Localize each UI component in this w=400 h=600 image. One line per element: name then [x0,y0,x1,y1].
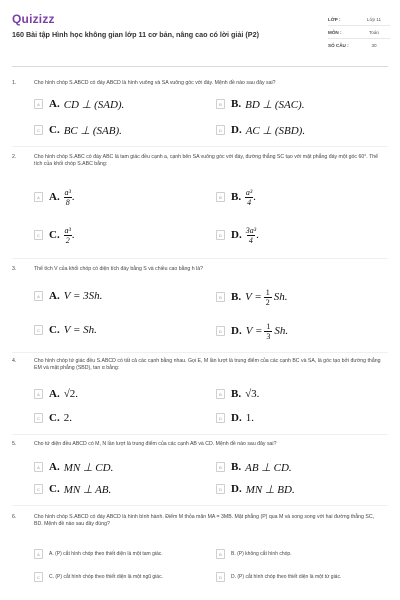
fraction-numerator: a³ [64,225,71,235]
option-letter-box: C [34,325,43,335]
option-letter-box: B [216,462,225,472]
option-letter-box: A [34,462,43,472]
fraction [245,188,253,207]
meta-row-class [328,13,390,26]
option-letter-box: C [34,230,43,240]
question-divider [12,352,388,353]
option-expression: MN ⊥ BD. [245,483,295,496]
question-divider [12,258,388,259]
meta-value: Lớp 11 [366,16,382,22]
meta-value: 30 [371,42,377,48]
option-label: A. [49,98,60,110]
option-letter-box: B [216,292,225,302]
question-number: 2. [12,154,17,160]
option-letter-box: A [34,291,43,301]
option-letter-box: A [34,99,43,109]
option-letter-box: D [216,326,225,336]
option-expression: AB ⊥ CD. [245,461,292,474]
question-number: 3. [12,266,17,272]
question-number: 4. [12,358,17,364]
option-prefix: V = [245,325,263,337]
option-label: D. [231,229,242,241]
question-divider [12,505,388,506]
option-letter-box: D [216,572,225,582]
question-text: Cho hình chóp S.ABC có đáy ABC là tam giác đều cạnh a, cạnh bên SA vuông góc với đáy, đường thẳng SC tạo với mặt phẳng đáy một góc 60°. Thể tích của khối chóp S.ABC bằng: [34,154,379,167]
option-letter-box: A [34,192,43,202]
option-label: D. [231,325,242,337]
question-text: Cho hình chóp S.ABCD có đáy ABCD là hình vuông và SA vuông góc với đáy. Mệnh đề nào sau đây sai? [34,80,276,86]
option-label: C. [49,483,60,495]
option-tail: . [71,191,75,203]
question-number: 1. [12,80,17,86]
question-number: 6. [12,514,17,520]
option-tail: . [253,191,256,203]
option-d[interactable] [216,481,295,497]
fraction [64,188,72,207]
option-b[interactable] [216,284,288,310]
option-b[interactable] [216,184,256,210]
fraction [64,226,72,245]
option-expression: V = Sh. [63,324,97,336]
option-d[interactable] [216,410,254,426]
option-label: C. [49,229,60,241]
option-label: A. [49,388,60,400]
option-letter-box: D [216,484,225,494]
option-letter-box: C [34,413,43,423]
option-d[interactable] [216,222,259,248]
option-letter-box: A [34,389,43,399]
meta-label: SỐ CÂU : [328,42,349,48]
option-text: D. (P) cắt hình chóp theo thiết diện là một tứ giác. [231,573,342,580]
option-a[interactable] [34,544,206,564]
option-label: B. [231,191,242,203]
fraction [264,322,272,341]
option-text: C. (P) cắt hình chóp theo thiết diện là một ngũ giác. [49,573,163,580]
option-letter-box: D [216,230,225,240]
fraction-numerator: 1 [266,321,271,331]
fraction-numerator: 3a³ [245,225,257,235]
meta-label: MÔN : [328,29,342,35]
fraction [264,288,272,307]
option-expression: AC ⊥ (SBD). [245,124,306,137]
fraction-denominator: 4 [247,197,252,207]
fraction-denominator: 2 [65,235,70,245]
option-expression: MN ⊥ AB. [63,483,112,496]
question-text: Cho hình chóp S.ABCD có đáy ABCD là hình bình hành. Điểm M thỏa mãn MA = 3MB. Mặt phẳng (P) qua M và song song với hai đường thẳng SC, BD. Mệnh đề nào sau đây đúng? [34,514,375,527]
option-d[interactable] [216,122,305,138]
fraction-denominator: 3 [266,331,271,341]
option-d[interactable] [216,318,288,344]
option-letter-box: C [34,484,43,494]
meta-row-count [328,39,390,51]
option-c[interactable] [34,410,72,426]
document-title: 160 Bài tập Hình học không gian lớp 11 cơ bản, nâng cao có lời giải (P2) [12,30,259,39]
option-letter-box: B [216,192,225,202]
option-expression: √2. [63,388,78,400]
fraction-denominator: 8 [65,197,70,207]
option-a[interactable] [34,184,74,210]
fraction-denominator: 2 [265,297,270,307]
option-tail: . [256,229,259,241]
option-label: B. [231,98,242,110]
option-label: D. [231,412,242,424]
option-expression: V = 3Sh. [63,290,103,302]
quizizz-logo: Quizizz [12,12,55,26]
question-text: Cho tứ diện đều ABCD có M, N lần lượt là trung điểm của các cạnh AB và CD. Mệnh đề nào sau đây sai? [34,441,277,447]
option-label: C. [49,324,60,336]
fraction-denominator: 4 [248,235,253,245]
meta-row-subject [328,26,390,39]
option-label: A. [49,191,60,203]
option-letter-box: D [216,413,225,423]
option-letter-box: B [216,549,225,559]
option-b[interactable] [216,459,292,475]
option-c[interactable] [34,122,122,138]
question-divider [12,434,388,435]
option-label: B. [231,291,242,303]
option-tail: Sh. [274,325,289,337]
question-divider [12,146,388,147]
option-label: D. [231,124,242,136]
option-a[interactable] [34,96,124,112]
option-b[interactable] [216,386,259,402]
option-expression: 2. [63,412,72,424]
option-c[interactable] [34,481,111,497]
option-label: D. [231,483,242,495]
option-label: B. [231,388,242,400]
option-letter-box: D [216,125,225,135]
meta-label: LỚP : [328,16,341,22]
question-number: 5. [12,441,17,447]
document-header [0,0,400,62]
option-letter-box: C [34,125,43,135]
option-expression: MN ⊥ CD. [63,461,114,474]
header-divider [12,66,388,67]
option-text: A. (P) cắt hình chóp theo thiết diện là một tam giác. [49,550,163,557]
option-expression: BC ⊥ (SAB). [63,124,122,137]
option-letter-box: C [34,572,43,582]
option-text: B. (P) không cắt hình chóp. [231,550,292,557]
option-b[interactable] [216,96,304,112]
meta-value: Toán [369,29,379,35]
option-tail: Sh. [273,291,288,303]
option-d[interactable] [216,570,396,584]
option-a[interactable] [34,288,102,304]
option-b[interactable] [216,544,388,564]
option-expression: √3. [245,388,260,400]
option-label: C. [49,412,60,424]
question-text: Thể tích V của khối chóp có diện tích đáy bằng S và chiều cao bằng h là? [34,266,203,272]
fraction-numerator: a³ [64,187,71,197]
option-c[interactable] [34,570,206,584]
option-label: A. [49,290,60,302]
option-c[interactable] [34,322,97,338]
option-label: A. [49,461,60,473]
fraction-numerator: a³ [245,187,253,197]
option-expression: 1. [245,412,254,424]
option-letter-box: A [34,549,43,559]
question-text: Cho hình chóp tứ giác đều S.ABCD có tất cả các cạnh bằng nhau. Gọi E, M lần lượt là trung điểm của các cạnh BC và SA, là góc tạo bởi đường thẳng EM và mặt phẳng (SBD), tan α bằng: [34,358,381,371]
option-label: B. [231,461,242,473]
meta-panel [328,13,390,51]
option-tail: . [71,229,75,241]
option-c[interactable] [34,222,74,248]
option-expression: CD ⊥ (SAD). [63,98,125,111]
fraction-numerator: 1 [265,287,270,297]
option-a[interactable] [34,459,113,475]
option-label: C. [49,124,60,136]
option-letter-box: B [216,389,225,399]
option-a[interactable] [34,386,78,402]
option-letter-box: B [216,99,225,109]
option-prefix: V = [245,291,262,303]
fraction [246,226,256,245]
option-expression: BD ⊥ (SAC). [245,98,305,111]
